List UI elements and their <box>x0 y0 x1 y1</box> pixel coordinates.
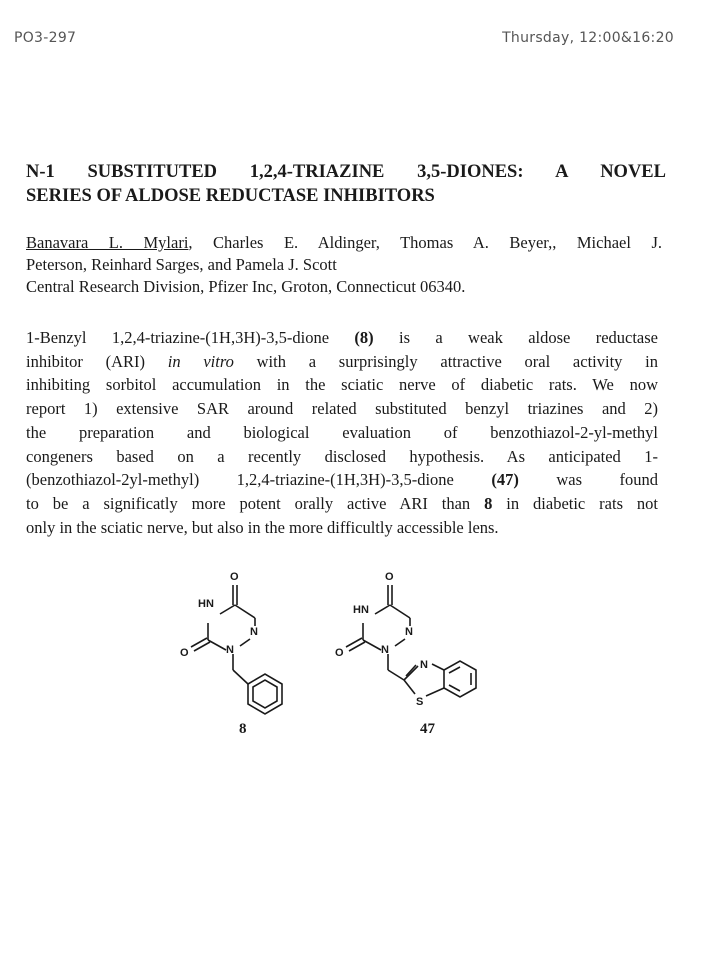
compound-47-structure <box>346 585 476 697</box>
compound-ref: 8 <box>484 493 493 513</box>
abstract-line <box>26 468 658 492</box>
atom-label: HN <box>198 598 214 610</box>
atom-label: O <box>180 647 189 659</box>
atom-label: N <box>381 644 389 656</box>
atom-label: N <box>405 626 413 638</box>
authors-line-1-rest: , Charles E. Aldinger, Thomas A. Beyer,, Michael J. <box>188 233 662 252</box>
compound-47-atoms <box>335 571 428 708</box>
atom-label: HN <box>353 604 369 616</box>
compound-47-label: 47 <box>420 721 435 737</box>
compound-ref: (8) <box>354 328 374 347</box>
authors-line-1 <box>26 232 662 254</box>
abstract-line: report 1) extensive SAR around related substituted benzyl triazines and 2) <box>26 399 658 419</box>
abstract-title <box>26 160 666 208</box>
chemical-structures <box>160 560 560 750</box>
atom-label: N <box>250 626 258 638</box>
abstract-text: inhibitor (ARI) <box>26 351 168 371</box>
session-time: Thursday, 12:00&16:20 <box>502 30 674 46</box>
title-line-1: N-1 SUBSTITUTED 1,2,4-TRIAZINE 3,5-DIONES: A NOVEL <box>26 162 666 182</box>
abstract-text: was found <box>518 470 658 490</box>
compound-ref: (47) <box>491 470 519 490</box>
abstract-line <box>26 492 658 516</box>
abstract-text: with a surprisingly attractive oral activity in <box>233 351 658 371</box>
abstract-line: inhibiting sorbitol accumulation in the sciatic nerve of diabetic rats. We now <box>26 375 658 395</box>
abstract-text: (benzothiazol-2yl-methyl) 1,2,4-triazine-(1H,3H)-3,5-dione <box>26 470 492 490</box>
affiliation: Central Research Division, Pfizer Inc, Groton, Connecticut 06340. <box>26 277 466 296</box>
atom-label: O <box>385 571 394 583</box>
atom-label: O <box>335 647 344 659</box>
authors-line-2: Peterson, Reinhard Sarges, and Pamela J. Scott <box>26 255 337 274</box>
atom-label: O <box>230 571 239 583</box>
abstract-line <box>26 350 658 374</box>
abstract-line: congeners based on a recently disclosed hypothesis. As anticipated 1- <box>26 446 658 466</box>
abstract-text: to be a significatly more potent orally active ARI than <box>26 493 485 513</box>
abstract-text: 1-Benzyl 1,2,4-triazine-(1H,3H)-3,5-dione <box>26 328 355 347</box>
abstract-body <box>26 326 658 539</box>
title-line-2: SERIES OF ALDOSE REDUCTASE INHIBITORS <box>26 186 435 206</box>
abstract-line <box>26 326 658 350</box>
author-block <box>26 232 662 298</box>
abstract-text: is a weak aldose reductase <box>373 328 658 347</box>
atom-label: N <box>226 644 234 656</box>
compound-8-label: 8 <box>239 721 247 737</box>
abstract-code: PO3-297 <box>14 30 77 46</box>
atom-label: N <box>420 659 428 671</box>
abstract-text: in diabetic rats not <box>492 493 659 513</box>
abstract-line: only in the sciatic nerve, but also in the more difficultly accessible lens. <box>26 517 499 537</box>
atom-label: S <box>416 696 424 708</box>
presenting-author: Banavara L. Mylari <box>26 233 189 252</box>
abstract-line: the preparation and biological evaluation of benzothiazol-2-yl-methyl <box>26 422 658 442</box>
italic-term: in vitro <box>167 351 234 371</box>
